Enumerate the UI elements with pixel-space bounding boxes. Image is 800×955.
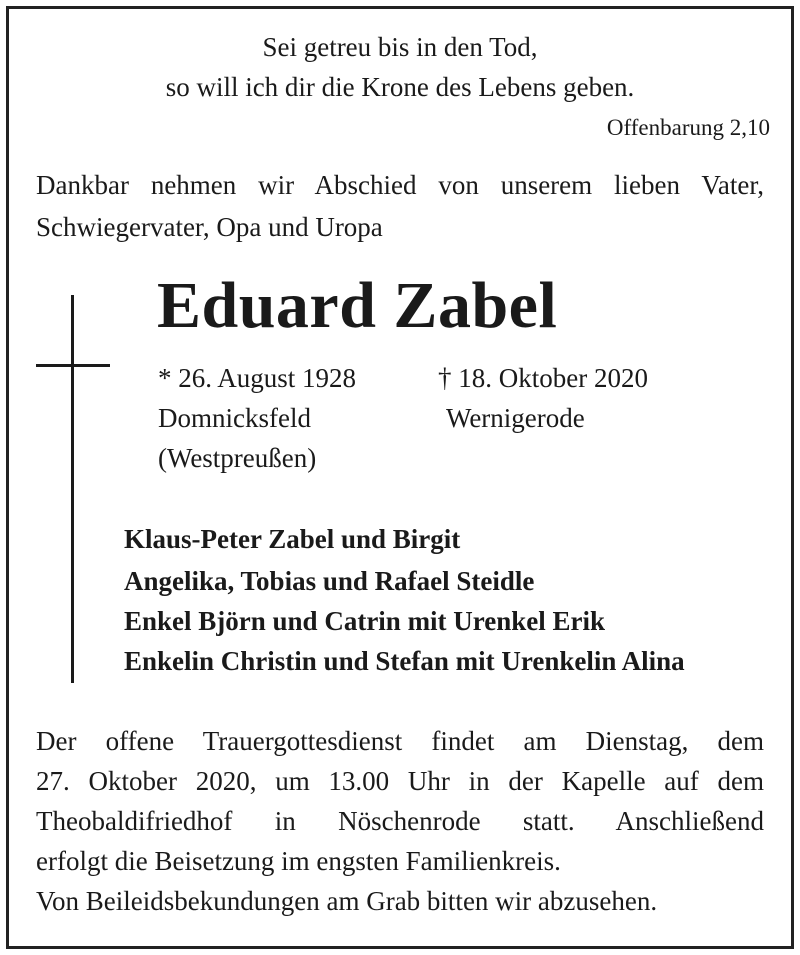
death-date: † 18. Oktober 2020 [438, 363, 648, 393]
mourner-line: Enkelin Christin und Stefan mit Urenkelin Alina [124, 646, 685, 676]
intro-line-1: Dankbar nehmen wir Abschied von unserem lieben Vater, [36, 170, 764, 200]
mourner-line: Enkel Björn und Catrin mit Urenkel Erik [124, 606, 606, 636]
cross-horizontal-bar [36, 364, 110, 367]
verse-line-1: Sei getreu bis in den Tod, [262, 32, 538, 62]
verse-line-2: so will ich dir die Krone des Lebens geben. [165, 72, 635, 102]
service-line-1: Der offene Trauergottesdienst findet am Dienstag, dem [36, 726, 764, 756]
service-line-5: Von Beileidsbekundungen am Grab bitten wir abzusehen. [36, 886, 658, 916]
deceased-name: Eduard Zabel [157, 269, 558, 342]
cross-vertical-bar [71, 295, 74, 683]
service-line-4: erfolgt die Beisetzung im engsten Familienkreis. [36, 846, 561, 876]
birth-date: * 26. August 1928 [158, 363, 357, 393]
service-line-2: 27. Oktober 2020, um 13.00 Uhr in der Kapelle auf dem [36, 766, 764, 796]
mourner-line: Klaus-Peter Zabel und Birgit [124, 524, 461, 554]
service-line-3: Theobaldifriedhof in Nöschenrode statt. Anschließend [36, 806, 764, 836]
death-place: Wernigerode [446, 403, 585, 433]
mourner-line: Angelika, Tobias und Rafael Steidle [124, 566, 535, 596]
birth-place: Domnicksfeld [158, 403, 311, 433]
verse-reference: Offenbarung 2,10 [606, 115, 770, 140]
intro-line-2: Schwiegervater, Opa und Uropa [36, 212, 383, 242]
birth-region: (Westpreußen) [158, 443, 317, 473]
